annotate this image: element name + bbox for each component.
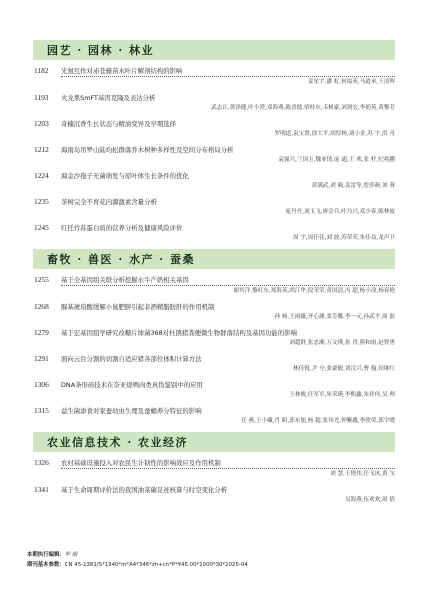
entry-authors: 姜星宇,潘 虹,何福英,马道承,王凌晖 [61,76,395,87]
entry-authors: 罗明道,袁宝贤,徐大平,胡厚杨,刘小金,苏 宇,洪 舟 [274,131,395,137]
section-heading: 农业信息技术 · 农业经济 [33,432,395,452]
entry-authors: 黄满武,刘 蕨,姜雷等,詹莎颜,刘 蓉 [311,183,395,189]
entry-page-number: 1245 [34,223,49,232]
entry-page-number: 1341 [34,485,49,494]
entry-title: 火龙果SmFT基因克隆及表达分析 [61,94,156,102]
entry-page-number: 1291 [34,354,49,363]
entry-title: 基于全基因组关联分析挖掘水牛产奶相关基因 [61,276,189,284]
toc-entry[interactable] [33,171,395,191]
entry-authors: 刘超群,张忠湘,万文瑾,张 青,熊和雨,赵智勇 [289,340,395,346]
executive-editor-line [27,550,407,560]
journal-parameters-value: CN 45-1381/S*1940*m*A4*346*zh+cn*P*¥45.00*1000*30*2025-04 [64,562,248,568]
toc-entry[interactable] [33,119,395,139]
executive-editor-label: 本期执行编辑： [27,552,65,558]
entry-title: DNA条形码技术在奈亚烧鸭肉类真伪鉴别中的应用 [61,381,203,389]
executive-editor-name: 罗 丽 [64,552,78,558]
toc-entry[interactable] [33,93,395,113]
journal-parameters-label: 期刊基本参数： [27,562,65,568]
page-footer [27,550,407,570]
table-of-contents [33,40,395,511]
entry-page-number: 1326 [34,458,49,467]
entry-title: 面向云台分割的切割自适应猪各部位体积计算方法 [61,355,202,363]
toc-entry[interactable] [33,145,395,165]
entry-title: 基于宏基因组学研究改糖片球菌368对杜鹃猪粪便微生物群落结构及基因功能的影响 [61,329,297,337]
entry-title: 益生菌添食对家蚕幼虫生理及蚕蛹养分特征的影响 [61,407,202,415]
entry-authors: 袁强兴,兰国玉,魏亚情,庞 通,王 欢,张 籽,纪兆鹏 [278,157,395,163]
toc-entry[interactable] [33,197,395,217]
entry-page-number: 1212 [34,145,49,154]
toc-entry[interactable] [33,302,395,322]
entry-authors: 庞丹丹,刘玉飞,唐会兵,叶乃兴,邓少春,陈林波 [285,209,395,215]
toc-section [33,40,395,243]
entry-page-number: 1224 [34,171,49,180]
entry-page-number: 1268 [34,302,49,311]
entry-authors: 刘 慧,王艳伟,任飞凤,黄 宝 [61,468,395,479]
toc-entry[interactable] [33,485,395,505]
toc-section [33,432,395,505]
entry-title: 红托竹荪蛋白质的营养分析及健康风险评价 [61,224,183,232]
entry-authors: 周 宇,周佳佳,刘 波,苏荣荣,朱佳益,龙声卫 [293,235,395,241]
toc-entry[interactable] [33,354,395,374]
section-heading: 畜牧 · 兽医 · 水产 · 蚕桑 [33,249,395,269]
entry-authors: 王林俊,任军军,朱荣瑛,李熙鑫,朱祥伟,吴 理 [289,392,395,398]
entry-page-number: 1182 [34,66,49,75]
entry-page-number: 1193 [34,93,49,102]
entry-authors: 孙 杨,王雨薇,齐心涵,张芳馨,李一元,孙武平,周 磊 [274,314,395,320]
toc-entry[interactable] [33,380,395,400]
entry-page-number: 1255 [34,275,49,284]
entry-page-number: 1306 [34,380,49,389]
toc-entry[interactable] [33,275,395,296]
entry-page-number: 1279 [34,328,49,337]
entry-title: 奇楠沉香生长状态与精油变异及早期选择 [61,120,177,128]
entry-authors: 林佳锐,尹 兮,张豪敏,刘汉兴,曹 翰,田继红 [293,366,395,372]
toc-entry[interactable] [33,223,395,243]
entry-page-number: 1235 [34,197,49,206]
toc-entry[interactable] [33,66,395,87]
entry-title: 光氮互作对赤苍藤苗木叶片解剖结构的影响 [61,67,183,75]
entry-authors: 任 燕,王小藏,肖 阳,郭东旭,杨 超,张伟光,钟紫鑫,李欣荣,郭宇晓 [241,418,395,424]
entry-title: 海金沙孢子无菌萌发与原叶体生长条件的优化 [61,172,189,180]
toc-entry[interactable] [33,458,395,479]
entry-title: 农村基础设施投入对农民生计韧性的影响效应及作用机制 [61,459,221,467]
journal-parameters-line [27,560,407,570]
toc-section [33,249,395,426]
entry-title: 脲基琥珀酸缓解小鼠肥胖引起非酒精脂肪肝的作用机制 [61,303,215,311]
entry-page-number: 1203 [34,119,49,128]
toc-entry[interactable] [33,406,395,426]
entry-title: 基于生命周期评价法的我国油菜碳足迹核算与时空变化分析 [61,486,228,494]
toc-entry[interactable] [33,328,395,348]
entry-authors: 谢其洋,黎旺东,郑海英,尚江华,段荣荣,黄国清,冯 超,杨小淦,杨春艳 [61,285,395,296]
section-heading: 园艺 · 园林 · 林业 [33,40,395,60]
entry-page-number: 1315 [34,406,49,415]
entry-title: 海南岛吊罗山陆均松群落乔木树种多样性及空间分布格局分析 [61,146,234,154]
entry-authors: 武志江,黄泽健,叶小澄,邓海燕,陈晋德,梁桂东,韦树豪,刘剑宏,李娟英,黄黎芳 [211,105,395,111]
entry-title: 茶树完全不育花内源激素含量分析 [61,198,157,206]
entry-authors: 吴海燕,伍欢欢,周 倩 [344,497,395,503]
